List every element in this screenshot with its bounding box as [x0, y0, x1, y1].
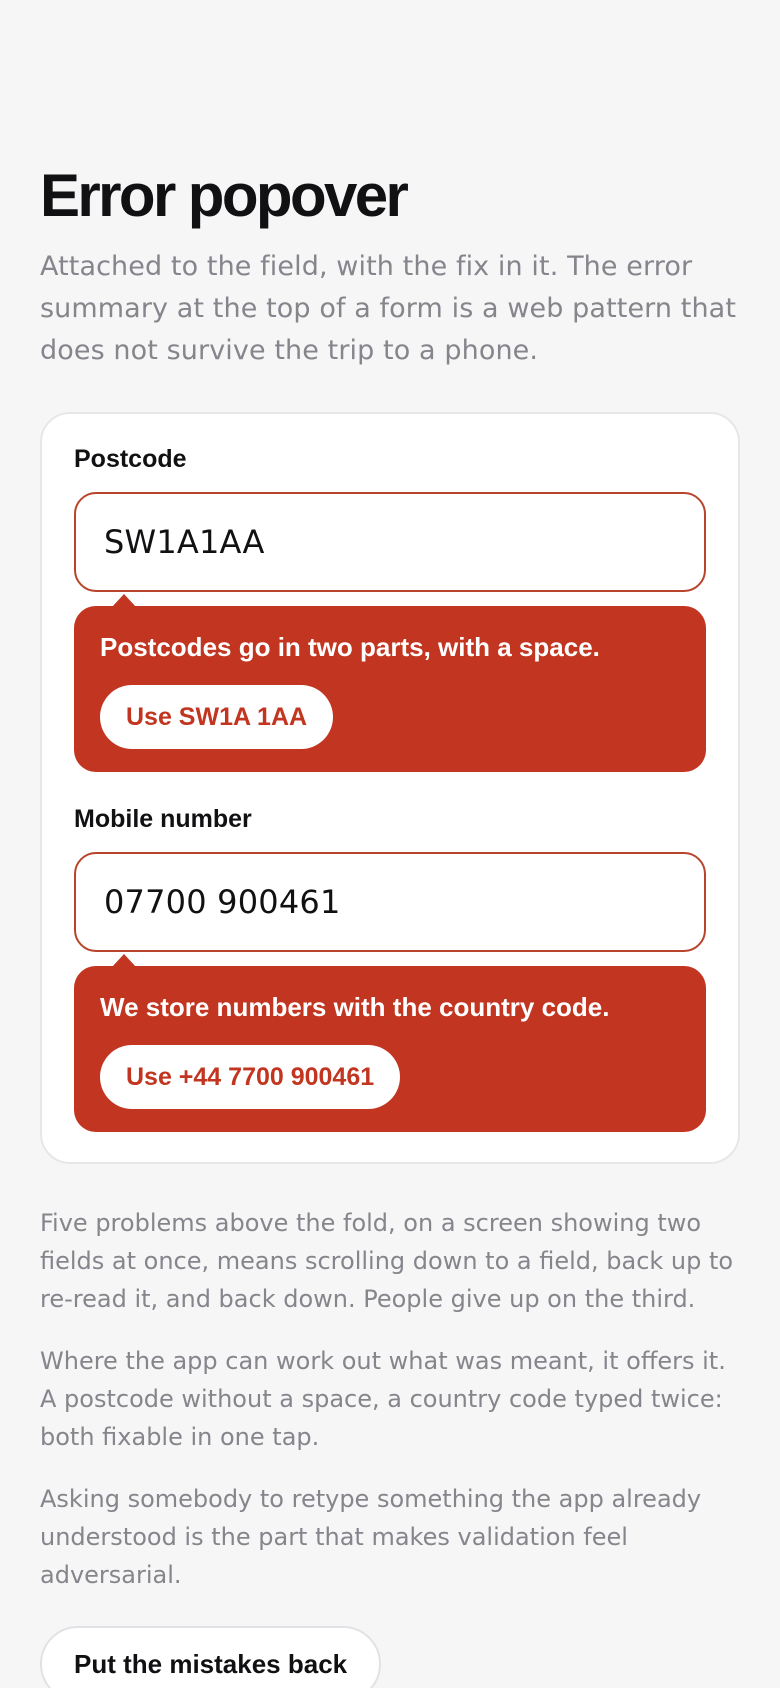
popover-arrow	[112, 594, 136, 607]
page-title: Error popover	[40, 162, 407, 229]
postcode-input[interactable]	[74, 492, 706, 592]
mobile-number-error-popover	[74, 966, 706, 1132]
postcode-fix-button[interactable]: Use SW1A 1AA	[100, 685, 333, 749]
page-lede: Attached to the field, with the fix in it. The error summary at the top of a form is a web pattern that does not survive the trip to a phone.	[40, 251, 737, 366]
note-paragraph: Five problems above the fold, on a screen showing two fields at once, means scrolling down to a field, back up to re-read it, and back down. People give up on the third.	[40, 1209, 734, 1313]
mobile-number-error-message: We store numbers with the country code.	[100, 992, 610, 1022]
postcode-error-popover	[74, 606, 706, 772]
postcode-value: SW1A1AA	[104, 523, 265, 561]
note-paragraph: Asking somebody to retype something the app already understood is the part that makes validation feel adversarial.	[40, 1485, 702, 1589]
popover-arrow	[112, 954, 136, 967]
put-mistakes-back-button[interactable]: Put the mistakes back	[40, 1626, 381, 1688]
mobile-number-input[interactable]	[74, 852, 706, 952]
mobile-number-value: 07700 900461	[104, 883, 341, 921]
postcode-label: Postcode	[74, 445, 187, 473]
note-paragraph: Where the app can work out what was meant, it offers it. A postcode without a space, a country code typed twice: both fixable in one tap.	[40, 1347, 726, 1451]
form-card	[40, 412, 740, 1164]
postcode-error-message: Postcodes go in two parts, with a space.	[100, 632, 600, 662]
mobile-number-fix-button[interactable]: Use +44 7700 900461	[100, 1045, 400, 1109]
mobile-number-label: Mobile number	[74, 805, 252, 833]
